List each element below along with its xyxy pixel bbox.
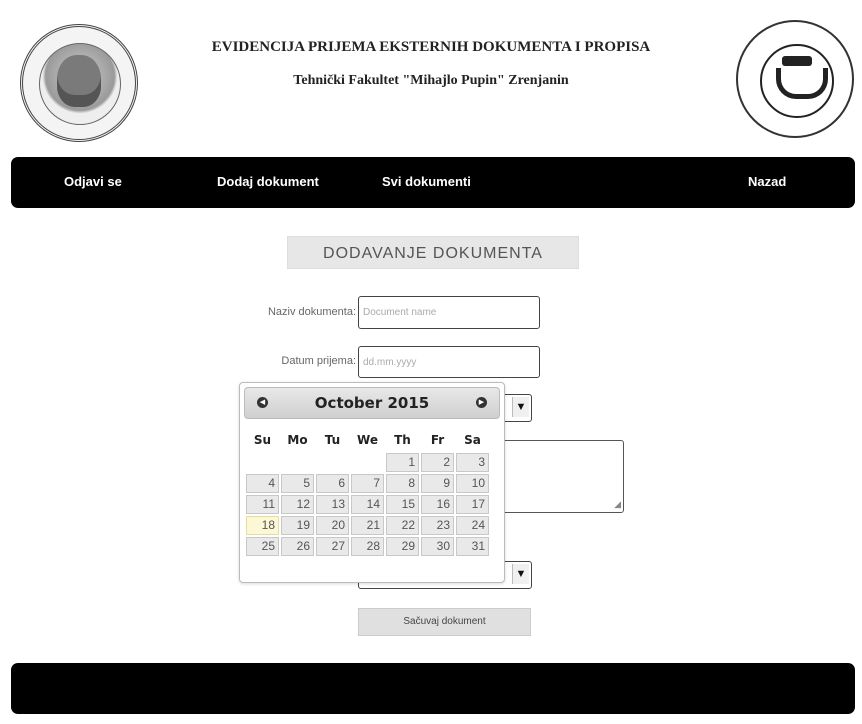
- dropdown-arrow-icon: ▼: [512, 564, 529, 584]
- weekday-label: Su: [253, 433, 272, 447]
- calendar-cell: [351, 453, 384, 472]
- calendar-cell: [456, 516, 489, 535]
- weekday-label: Mo: [287, 433, 308, 447]
- university-logo: [736, 20, 854, 138]
- dropdown-arrow-icon: ▼: [512, 397, 529, 417]
- calendar-day[interactable]: 7: [351, 474, 384, 493]
- calendar-cell: [316, 474, 349, 493]
- weekday-label: Fr: [430, 433, 445, 447]
- calendar-grid: [244, 427, 491, 558]
- calendar-week-row: [246, 516, 489, 535]
- calendar-day[interactable]: 12: [281, 495, 314, 514]
- portrait-face: [57, 55, 101, 107]
- save-document-button[interactable]: Sačuvaj dokument: [358, 608, 531, 636]
- navigation-bar: [11, 157, 855, 208]
- calendar-day[interactable]: 23: [421, 516, 454, 535]
- calendar-day[interactable]: 24: [456, 516, 489, 535]
- calendar-cell: [456, 495, 489, 514]
- calendar-cell: [246, 537, 279, 556]
- form-title: DODAVANJE DOKUMENTA: [287, 236, 579, 269]
- nav-logout-link[interactable]: Odjavi se: [64, 174, 122, 189]
- calendar-day[interactable]: 19: [281, 516, 314, 535]
- calendar-day[interactable]: 17: [456, 495, 489, 514]
- calendar-cell: [421, 474, 454, 493]
- calendar-day[interactable]: 28: [351, 537, 384, 556]
- nav-add-document-link[interactable]: Dodaj dokument: [217, 174, 319, 189]
- calendar-cell: [351, 516, 384, 535]
- document-name-input[interactable]: [358, 296, 540, 329]
- faculty-logo: [20, 24, 138, 142]
- weekday-label: Th: [394, 433, 411, 447]
- weekday-row: [246, 429, 489, 451]
- calendar-cell: [281, 474, 314, 493]
- calendar-day[interactable]: 27: [316, 537, 349, 556]
- calendar-cell: [316, 537, 349, 556]
- next-month-icon[interactable]: ▶: [476, 397, 487, 408]
- datepicker-popup: [239, 382, 505, 583]
- calendar-day[interactable]: 18: [246, 516, 279, 535]
- calendar-day[interactable]: 6: [316, 474, 349, 493]
- calendar-cell: [281, 537, 314, 556]
- page-title: EVIDENCIJA PRIJEMA EKSTERNIH DOKUMENTA I PROPISA: [211, 39, 651, 55]
- calendar-cell: [316, 453, 349, 472]
- calendar-cell: [386, 474, 419, 493]
- calendar-day[interactable]: 31: [456, 537, 489, 556]
- calendar-cell: [246, 495, 279, 514]
- calendar-day[interactable]: 26: [281, 537, 314, 556]
- calendar-cell: [386, 516, 419, 535]
- calendar-day[interactable]: 8: [386, 474, 419, 493]
- calendar-day[interactable]: 29: [386, 537, 419, 556]
- datepicker-header: [244, 387, 500, 419]
- calendar-cell: [246, 453, 279, 472]
- calendar-day[interactable]: 9: [421, 474, 454, 493]
- calendar-cell: [421, 453, 454, 472]
- calendar-cell: [246, 474, 279, 493]
- calendar-day[interactable]: 14: [351, 495, 384, 514]
- weekday-label: Tu: [324, 433, 341, 447]
- calendar-cell: [316, 516, 349, 535]
- calendar-day[interactable]: 5: [281, 474, 314, 493]
- calendar-cell: [421, 495, 454, 514]
- calendar-week-row: [246, 537, 489, 556]
- page-subtitle: Tehnički Fakultet "Mihajlo Pupin" Zrenjanin: [293, 73, 569, 88]
- calendar-cell: [281, 453, 314, 472]
- footer-bar: [11, 663, 855, 714]
- calendar-day[interactable]: 21: [351, 516, 384, 535]
- calendar-day[interactable]: 2: [421, 453, 454, 472]
- receipt-date-label: Datum prijema:: [281, 355, 356, 367]
- calendar-day[interactable]: 3: [456, 453, 489, 472]
- calendar-cell: [456, 537, 489, 556]
- calendar-cell: [386, 495, 419, 514]
- calendar-day[interactable]: 25: [246, 537, 279, 556]
- calendar-cell: [421, 537, 454, 556]
- prev-month-icon[interactable]: ◀: [257, 397, 268, 408]
- calendar-week-row: [246, 474, 489, 493]
- nav-back-link[interactable]: Nazad: [748, 174, 787, 189]
- calendar-day[interactable]: 15: [386, 495, 419, 514]
- calendar-cell: [281, 516, 314, 535]
- calendar-cell: [421, 516, 454, 535]
- calendar-week-row: [246, 495, 489, 514]
- university-emblem: [760, 44, 834, 118]
- book-icon: [782, 56, 812, 66]
- gear-icon: [776, 68, 828, 99]
- calendar-day[interactable]: 20: [316, 516, 349, 535]
- calendar-day[interactable]: 1: [386, 453, 419, 472]
- calendar-day[interactable]: 22: [386, 516, 419, 535]
- weekday-label: Sa: [464, 433, 481, 447]
- calendar-cell: [351, 495, 384, 514]
- nav-all-documents-link[interactable]: Svi dokumenti: [382, 174, 471, 189]
- calendar-day[interactable]: 10: [456, 474, 489, 493]
- calendar-cell: [351, 474, 384, 493]
- calendar-cell: [316, 495, 349, 514]
- calendar-day[interactable]: 11: [246, 495, 279, 514]
- calendar-days: [246, 453, 489, 556]
- document-name-label: Naziv dokumenta:: [267, 306, 356, 318]
- calendar-cell: [456, 453, 489, 472]
- calendar-day[interactable]: 4: [246, 474, 279, 493]
- calendar-cell: [456, 474, 489, 493]
- calendar-cell: [351, 537, 384, 556]
- calendar-cell: [386, 537, 419, 556]
- calendar-cell: [246, 516, 279, 535]
- calendar-cell: [386, 453, 419, 472]
- receipt-date-input[interactable]: [358, 346, 540, 378]
- weekday-label: We: [357, 433, 378, 447]
- calendar-day[interactable]: 16: [421, 495, 454, 514]
- resize-grip-icon[interactable]: ◢: [614, 499, 621, 509]
- calendar-day[interactable]: 30: [421, 537, 454, 556]
- calendar-week-row: [246, 453, 489, 472]
- calendar-day[interactable]: 13: [316, 495, 349, 514]
- calendar-cell: [281, 495, 314, 514]
- datepicker-month-year: October 2015: [314, 394, 430, 412]
